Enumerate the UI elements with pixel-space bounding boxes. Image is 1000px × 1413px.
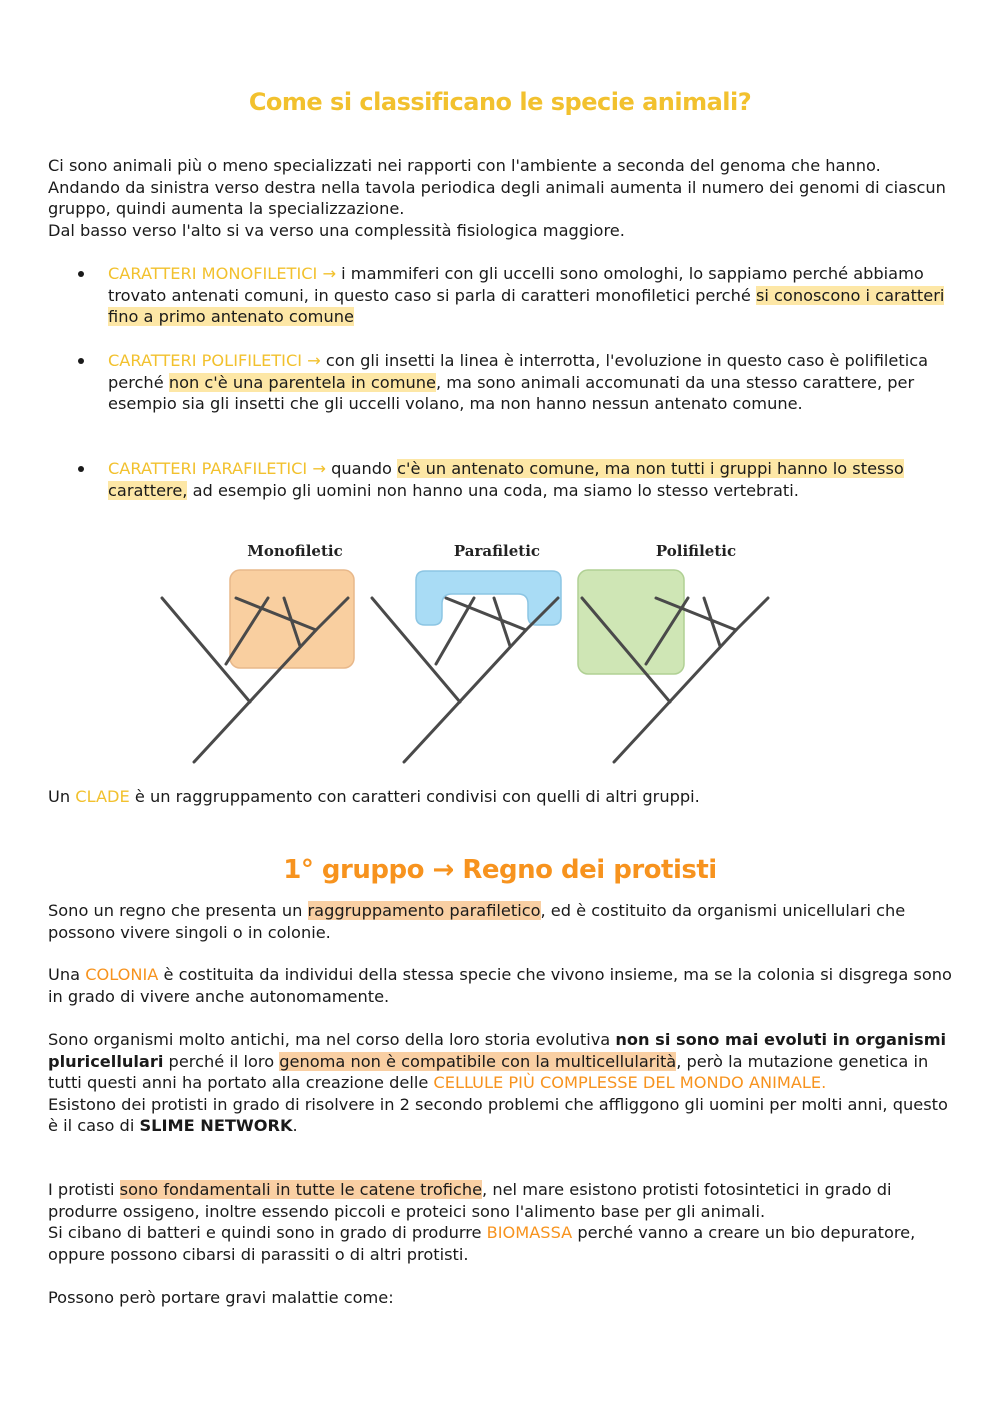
polyphyletic-group-box	[578, 570, 684, 674]
text: .	[292, 1116, 298, 1136]
protisti-paragraph-4	[48, 1179, 952, 1265]
bullet-body: i mammiferi con gli uccelli sono omologhi, lo sappiamo perché abbiamo trovato antenati comuni, in questo caso si parla di caratteri monofiletici perché	[108, 264, 924, 305]
bullet-text	[108, 458, 950, 501]
text: Si cibano di batteri e quindi sono in grado di produrre	[48, 1223, 487, 1243]
bullet-body-end: ad esempio gli uomini non hanno una coda, ma siamo lo stesso vertebrati.	[187, 480, 799, 500]
section-title: 1° gruppo → Regno dei protisti	[283, 855, 717, 885]
intro-line-2: Dal basso verso l'alto si va verso una complessità fisiologica maggiore.	[48, 220, 625, 240]
text: perché il loro	[163, 1051, 280, 1071]
keyword-parafiletici: CARATTERI PARAFILETICI →	[108, 459, 326, 478]
text: è costituita da individui della stessa specie che vivono insieme, ma se la colonia si disgrega sono in grado di vivere anche autonomamente.	[48, 965, 952, 1006]
label-monofiletic: Monofiletic	[247, 542, 343, 560]
bold-text: non si sono mai evoluti in organismi pluricellulari	[48, 1030, 947, 1071]
text: Esistono dei protisti in grado di risolvere in 2 secondo problemi che affliggono gli uomini per molti anni, questo è il caso di	[48, 1094, 948, 1136]
highlight: sono fondamentali in tutte le catene trofiche	[119, 1180, 483, 1199]
text: I protisti	[48, 1180, 120, 1199]
highlight: c'è un antenato comune, ma non tutti i gruppi hanno lo stesso carattere,	[108, 459, 904, 500]
bullet-body: quando	[325, 459, 398, 478]
clade-pre: Un	[48, 787, 76, 806]
text: perché vanno a creare un bio depuratore, oppure possono cibarsi di parassiti o di altri protisti.	[48, 1223, 916, 1264]
keyword-polifiletici: CARATTERI POLIFILETICI →	[108, 351, 321, 370]
phylogeny-svg	[160, 534, 840, 769]
protisti-paragraph-1	[48, 900, 952, 943]
keyword-cellule: CELLULE PIÙ COMPLESSE DEL MONDO ANIMALE.	[433, 1073, 827, 1093]
intro-paragraph	[48, 155, 952, 241]
text: Una	[48, 965, 86, 984]
highlight: raggruppamento parafiletico	[307, 901, 541, 920]
text: , nel mare esistono protisti fotosintetici in grado di produrre ossigeno, inoltre essendo piccoli e proteici sono l'alimento base per gli animali.	[48, 1180, 892, 1221]
keyword-biomassa: BIOMASSA	[486, 1223, 573, 1243]
label-polifiletic: Polifiletic	[655, 542, 737, 560]
bullet-dot	[78, 358, 84, 364]
text: , però la mutazione genetica in tutti questi anni ha portato alla creazione delle	[48, 1051, 929, 1093]
clade-post: è un raggruppamento con caratteri condivisi con quelli di altri gruppi.	[129, 787, 700, 806]
keyword-monofiletici: CARATTERI MONOFILETICI →	[108, 264, 337, 283]
protisti-paragraph-5: Possono però portare gravi malattie come:	[48, 1288, 394, 1307]
phylogeny-diagram	[160, 534, 840, 769]
text: Sono un regno che presenta un	[48, 901, 308, 920]
keyword-colonia: COLONIA	[85, 965, 159, 984]
text: Sono organismi molto antichi, ma nel corso della loro storia evolutiva	[48, 1030, 616, 1049]
bullet-text	[108, 263, 950, 328]
label-parafiletic: Parafiletic	[453, 542, 541, 560]
text: , ed è costituito da organismi unicellulari che possono vivere singoli o in colonie.	[48, 901, 906, 942]
protisti-paragraph-colonia	[48, 964, 952, 1007]
highlight: non c'è una parentela in comune	[168, 372, 436, 392]
clade-paragraph	[48, 786, 952, 808]
bullet-body-end: , ma sono animali accomunati da una stesso carattere, per esempio sia gli insetti che gli uccelli volano, ma non hanno nessun antenato comune.	[108, 372, 915, 414]
bullet-dot	[78, 271, 84, 277]
bullet-dot	[78, 466, 84, 472]
protisti-paragraph-3	[48, 1029, 952, 1137]
bullet-text	[108, 350, 950, 415]
bullet-body: con gli insetti la linea è interrotta, l'evoluzione in questo caso è polifiletica perché	[108, 351, 929, 392]
bold-slime-network: SLIME NETWORK	[139, 1116, 293, 1136]
page-title: Come si classificano le specie animali?	[248, 88, 752, 116]
intro-line-1: Ci sono animali più o meno specializzati nei rapporti con l'ambiente a seconda del genoma che hanno. Andando da sinistra verso destra nella tavola periodica degli animali aumenta il numero dei genomi di ciascun gruppo, quindi aumenta la specializzazione.	[48, 156, 946, 219]
highlight: si conoscono i caratteri fino a primo antenato comune	[108, 285, 945, 327]
keyword-clade: CLADE	[75, 787, 130, 806]
highlight: genoma non è compatibile con la multicellularità	[279, 1051, 677, 1071]
